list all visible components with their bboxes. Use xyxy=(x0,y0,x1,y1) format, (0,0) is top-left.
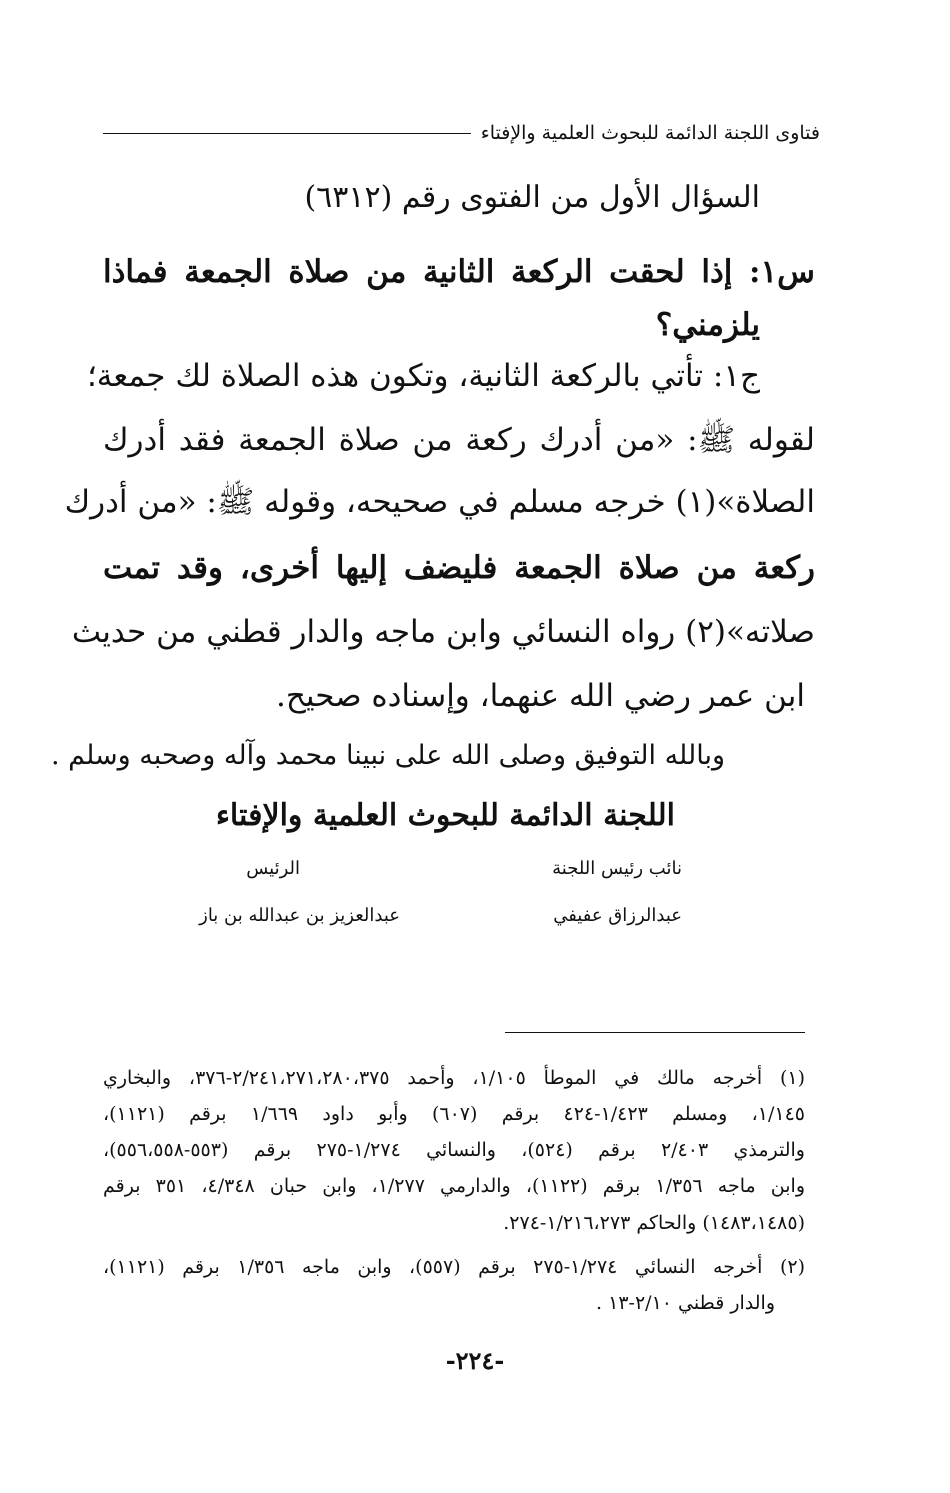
deputy-name: عبدالرزاق عفيفي xyxy=(553,905,682,926)
answer-line-3: الصلاة»(١) خرجه مسلم في صحيحه، وقوله ﷺ: «من أدرك xyxy=(64,484,815,520)
chair-name: عبدالعزيز بن عبدالله بن باز xyxy=(199,905,400,926)
footnote-1-line-4: وابن ماجه ١/٣٥٦ برقم (١١٢٢)، والدارمي ١/٢٧٧، وابن حبان ٤/٣٤٨، ٣٥١ برقم xyxy=(103,1175,805,1197)
answer-line-2: لقوله ﷺ: «من أدرك ركعة من صلاة الجمعة فقد أدرك xyxy=(103,422,815,458)
footnote-1-line-2: ١/١٤٥، ومسلم ١/٤٢٣-٤٢٤ برقم (٦٠٧) وأبو داود ١/٦٦٩ برقم (١١٢١)، xyxy=(103,1103,805,1125)
answer-line-4: ركعة من صلاة الجمعة فليضف إليها أخرى، وقد تمت xyxy=(103,550,815,586)
committee-name: اللجنة الدائمة للبحوث العلمية والإفتاء xyxy=(215,798,675,833)
question-heading: السؤال الأول من الفتوى رقم (٦٣١٢) xyxy=(304,180,760,215)
chair-title: الرئيس xyxy=(246,858,300,879)
answer-line-1: ج١: تأتي بالركعة الثانية، وتكون هذه الصلاة لك جمعة؛ xyxy=(86,358,760,394)
page-number: -٢٢٤- xyxy=(445,1346,505,1375)
footnote-2-line-1: (٢) أخرجه النسائي ١/٢٧٤-٢٧٥ برقم (٥٥٧)، وابن ماجه ١/٣٥٦ برقم (١١٢١)، xyxy=(103,1256,805,1278)
answer-line-6: ابن عمر رضي الله عنهما، وإسناده صحيح. xyxy=(275,678,805,714)
question-line-1: س١: إذا لحقت الركعة الثانية من صلاة الجمعة فماذا xyxy=(103,254,815,290)
footnote-2-line-2: والدار قطني ٢/١٠-١٣ . xyxy=(596,1292,775,1314)
deputy-title: نائب رئيس اللجنة xyxy=(552,858,682,879)
closing-line: وبالله التوفيق وصلى الله على نبينا محمد وآله وصحبه وسلم . xyxy=(50,740,725,771)
question-line-2: يلزمني؟ xyxy=(655,307,760,343)
footnote-rule xyxy=(505,1032,805,1033)
footnote-1-line-5: (١٤٨٣،١٤٨٥) والحاكم ١/٢١٦،٢٧٣-٢٧٤. xyxy=(503,1212,805,1234)
answer-line-5: صلاته»(٢) رواه النسائي وابن ماجه والدار قطني من حديث xyxy=(71,614,815,650)
running-header xyxy=(103,118,820,148)
running-title: فتاوى اللجنة الدائمة للبحوث العلمية والإفتاء xyxy=(480,122,820,144)
header-rule xyxy=(103,133,471,134)
footnote-1-line-1: (١) أخرجه مالك في الموطأ ١/١٠٥، وأحمد ٢/٢٤١،٢٧١،٢٨٠،٣٧٥-٣٧٦، والبخاري xyxy=(103,1067,806,1089)
footnote-1-line-3: والترمذي ٢/٤٠٣ برقم (٥٢٤)، والنسائي ١/٢٧٤-٢٧٥ برقم (٥٥٣-٥٥٦،٥٥٨)، xyxy=(103,1139,805,1161)
